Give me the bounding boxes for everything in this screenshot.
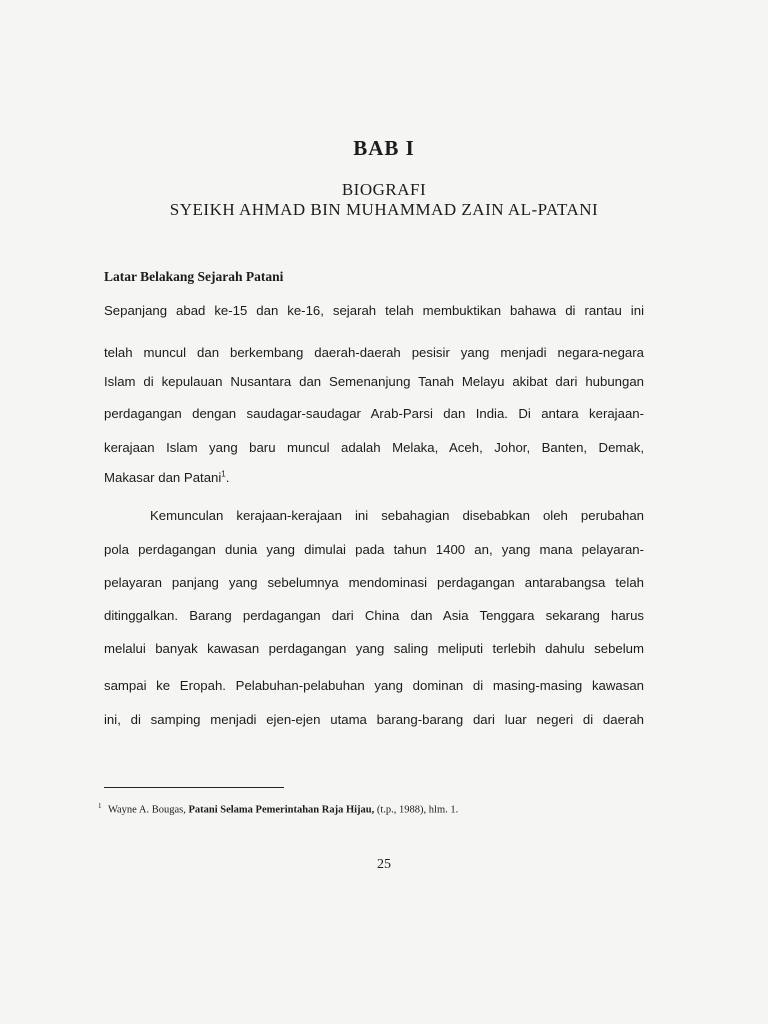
chapter-heading: BAB I bbox=[353, 136, 415, 160]
paragraph-2-line: ini, di samping menjadi ejen-ejen utama barang-barang dari luar negeri di daerah bbox=[104, 712, 644, 727]
paragraph-1-line: perdagangan dengan saudagar-saudagar Arab-Parsi dan India. Di antara kerajaan- bbox=[104, 406, 644, 421]
footnote-separator bbox=[104, 787, 284, 788]
footnote-reference: 1 bbox=[221, 469, 226, 479]
paragraph-2-line: pola perdagangan dunia yang dimulai pada tahun 1400 an, yang mana pelayaran- bbox=[104, 542, 644, 557]
biography-title: BIOGRAFI bbox=[341, 180, 427, 199]
section-heading: Latar Belakang Sejarah Patani bbox=[104, 269, 284, 284]
footnote-number: 1 bbox=[98, 802, 102, 810]
paragraph-2-line: Kemunculan kerajaan-kerajaan ini sebahagian disebabkan oleh perubahan bbox=[150, 508, 644, 523]
footnote-title: Patani Selama Pemerintahan Raja Hijau, bbox=[188, 804, 375, 816]
paragraph-2-line: ditinggalkan. Barang perdagangan dari China dan Asia Tenggara sekarang harus bbox=[104, 608, 644, 623]
paragraph-1-line: Sepanjang abad ke-15 dan ke-16, sejarah telah membuktikan bahawa di rantau ini bbox=[104, 303, 644, 318]
paragraph-2-line: melalui banyak kawasan perdagangan yang saling meliputi terlebih dahulu sebelum bbox=[104, 641, 644, 656]
paragraph-1-last-line-end: . bbox=[225, 470, 230, 485]
paragraph-1-line: kerajaan Islam yang baru muncul adalah Melaka, Aceh, Johor, Banten, Demak, bbox=[104, 440, 644, 455]
paragraph-1-line: Islam di kepulauan Nusantara dan Semenanjung Tanah Melayu akibat dari hubungan bbox=[104, 374, 644, 389]
biography-subtitle: SYEIKH AHMAD BIN MUHAMMAD ZAIN AL-PATANI bbox=[169, 200, 599, 219]
paragraph-1-line: telah muncul dan berkembang daerah-daerah pesisir yang menjadi negara-negara bbox=[104, 345, 644, 360]
footnote-details: (t.p., 1988), hlm. 1. bbox=[376, 804, 459, 816]
page-number: 25 bbox=[377, 857, 391, 872]
paragraph-2-line: pelayaran panjang yang sebelumnya mendominasi perdagangan antarabangsa telah bbox=[104, 575, 644, 590]
footnote-author: Wayne A. Bougas, bbox=[107, 804, 186, 816]
paragraph-1-last-line bbox=[104, 470, 644, 485]
paragraph-1-last-line-text: Makasar dan Patani bbox=[104, 470, 222, 485]
paragraph-2-line: sampai ke Eropah. Pelabuhan-pelabuhan yang dominan di masing-masing kawasan bbox=[104, 678, 644, 693]
footnote bbox=[98, 802, 458, 816]
